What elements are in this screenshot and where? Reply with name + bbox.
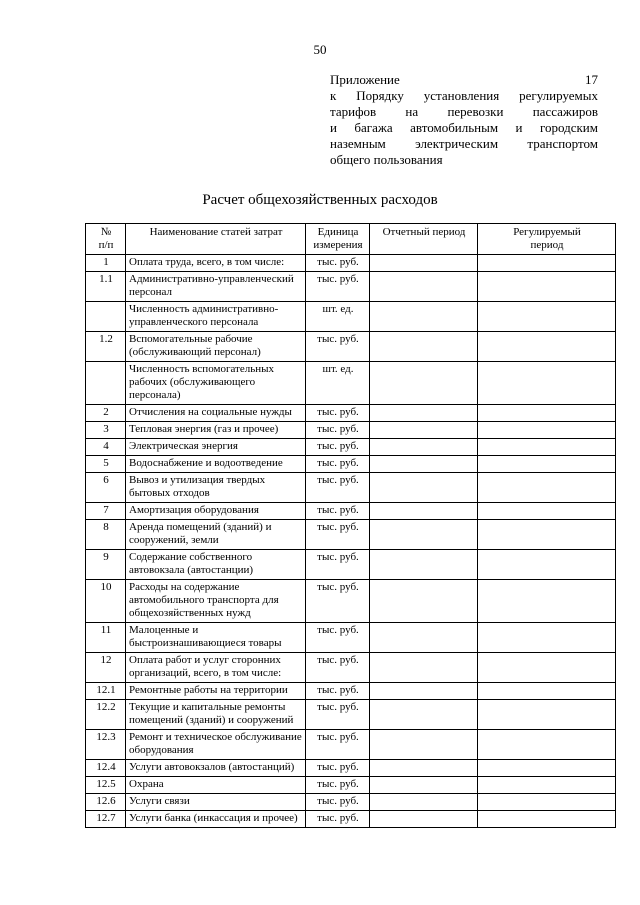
row-regulated-value	[478, 811, 616, 828]
row-num: 8	[86, 520, 126, 550]
row-reporting-value	[370, 550, 478, 580]
row-unit: тыс. руб.	[306, 473, 370, 503]
row-name: Аренда помещений (зданий) и сооружений, земли	[126, 520, 306, 550]
row-reporting-value	[370, 362, 478, 405]
row-unit: тыс. руб.	[306, 653, 370, 683]
header-regulated-line: период	[530, 239, 564, 251]
row-regulated-value	[478, 730, 616, 760]
table-row	[86, 760, 616, 777]
table-row	[86, 255, 616, 272]
row-num: 4	[86, 439, 126, 456]
row-reporting-value	[370, 794, 478, 811]
row-unit: тыс. руб.	[306, 272, 370, 302]
row-num: 3	[86, 422, 126, 439]
expenses-table	[85, 223, 616, 828]
row-name: Амортизация оборудования	[126, 503, 306, 520]
row-reporting-value	[370, 473, 478, 503]
row-num: 12.3	[86, 730, 126, 760]
appendix-line: общего пользования	[330, 152, 443, 167]
row-name: Текущие и капитальные ремонты помещений (зданий) и сооружений	[126, 700, 306, 730]
row-regulated-value	[478, 653, 616, 683]
table-row	[86, 439, 616, 456]
row-num: 12	[86, 653, 126, 683]
page-number: 50	[313, 42, 327, 57]
document-title: Расчет общехозяйственных расходов	[202, 192, 438, 208]
table-row	[86, 332, 616, 362]
table-row	[86, 777, 616, 794]
header-unit-line: измерения	[313, 239, 363, 251]
row-unit: тыс. руб.	[306, 255, 370, 272]
row-reporting-value	[370, 332, 478, 362]
table-header-row	[86, 224, 616, 255]
row-num: 12.6	[86, 794, 126, 811]
table-row	[86, 473, 616, 503]
row-reporting-value	[370, 422, 478, 439]
table-row	[86, 550, 616, 580]
table-row	[86, 503, 616, 520]
row-reporting-value	[370, 456, 478, 473]
row-unit: тыс. руб.	[306, 811, 370, 828]
row-reporting-value	[370, 700, 478, 730]
row-unit: шт. ед.	[306, 302, 370, 332]
table-row	[86, 362, 616, 405]
row-name: Вывоз и утилизация твердых бытовых отходов	[126, 473, 306, 503]
row-name: Содержание собственного автовокзала (автостанции)	[126, 550, 306, 580]
row-reporting-value	[370, 580, 478, 623]
row-unit: тыс. руб.	[306, 405, 370, 422]
table-row	[86, 653, 616, 683]
appendix-heading	[330, 72, 598, 168]
header-num	[86, 224, 126, 255]
header-unit-line: Единица	[317, 226, 359, 238]
table-row	[86, 302, 616, 332]
row-num: 12.1	[86, 683, 126, 700]
row-num: 2	[86, 405, 126, 422]
row-unit: тыс. руб.	[306, 520, 370, 550]
row-unit: тыс. руб.	[306, 794, 370, 811]
row-regulated-value	[478, 422, 616, 439]
row-regulated-value	[478, 405, 616, 422]
row-name: Малоценные и быстроизнашивающиеся товары	[126, 623, 306, 653]
row-regulated-value	[478, 760, 616, 777]
table-row	[86, 794, 616, 811]
table-row	[86, 456, 616, 473]
header-num-line: п/п	[98, 239, 114, 251]
row-regulated-value	[478, 332, 616, 362]
row-num: 9	[86, 550, 126, 580]
row-num: 1	[86, 255, 126, 272]
row-regulated-value	[478, 550, 616, 580]
header-name: Наименование статей затрат	[126, 224, 306, 255]
row-name: Оплата труда, всего, в том числе:	[126, 255, 306, 272]
table-row	[86, 580, 616, 623]
appendix-line: наземным электрическим транспортом	[330, 136, 598, 151]
appendix-line: Приложение 17	[330, 72, 598, 87]
row-regulated-value	[478, 439, 616, 456]
row-num: 7	[86, 503, 126, 520]
row-unit: тыс. руб.	[306, 503, 370, 520]
row-regulated-value	[478, 683, 616, 700]
row-name: Ремонтные работы на территории	[126, 683, 306, 700]
header-num-line: №	[100, 226, 112, 238]
row-num	[86, 302, 126, 332]
row-regulated-value	[478, 794, 616, 811]
table-row	[86, 700, 616, 730]
row-name: Вспомогательные рабочие (обслуживающий персонал)	[126, 332, 306, 362]
row-num: 6	[86, 473, 126, 503]
appendix-line: к Порядку установления регулируемых	[330, 88, 598, 103]
row-num: 1.1	[86, 272, 126, 302]
header-regulated-period	[478, 224, 616, 255]
row-name: Ремонт и техническое обслуживание оборудования	[126, 730, 306, 760]
row-name: Отчисления на социальные нужды	[126, 405, 306, 422]
row-reporting-value	[370, 760, 478, 777]
row-reporting-value	[370, 730, 478, 760]
row-num: 10	[86, 580, 126, 623]
row-reporting-value	[370, 439, 478, 456]
table-row	[86, 520, 616, 550]
row-name: Услуги связи	[126, 794, 306, 811]
table-row	[86, 422, 616, 439]
row-num: 12.7	[86, 811, 126, 828]
row-unit: тыс. руб.	[306, 700, 370, 730]
header-unit	[306, 224, 370, 255]
row-reporting-value	[370, 777, 478, 794]
row-num: 1.2	[86, 332, 126, 362]
table-row	[86, 683, 616, 700]
row-reporting-value	[370, 653, 478, 683]
row-regulated-value	[478, 580, 616, 623]
row-reporting-value	[370, 503, 478, 520]
row-name: Административно-управленческий персонал	[126, 272, 306, 302]
row-reporting-value	[370, 405, 478, 422]
row-unit: тыс. руб.	[306, 439, 370, 456]
row-unit: тыс. руб.	[306, 550, 370, 580]
row-unit: тыс. руб.	[306, 760, 370, 777]
row-name: Оплата работ и услуг сторонних организаций, всего, в том числе:	[126, 653, 306, 683]
row-regulated-value	[478, 623, 616, 653]
row-name: Охрана	[126, 777, 306, 794]
row-regulated-value	[478, 302, 616, 332]
row-reporting-value	[370, 272, 478, 302]
row-name: Численность вспомогательных рабочих (обслуживающего персонала)	[126, 362, 306, 405]
row-regulated-value	[478, 777, 616, 794]
row-name: Тепловая энергия (газ и прочее)	[126, 422, 306, 439]
row-unit: тыс. руб.	[306, 580, 370, 623]
row-num: 11	[86, 623, 126, 653]
row-regulated-value	[478, 520, 616, 550]
row-num: 12.4	[86, 760, 126, 777]
row-reporting-value	[370, 520, 478, 550]
row-name: Расходы на содержание автомобильного транспорта для общехозяйственных нужд	[126, 580, 306, 623]
row-reporting-value	[370, 623, 478, 653]
table-row	[86, 730, 616, 760]
row-name: Услуги банка (инкассация и прочее)	[126, 811, 306, 828]
row-num: 12.5	[86, 777, 126, 794]
row-unit: тыс. руб.	[306, 422, 370, 439]
row-unit: тыс. руб.	[306, 332, 370, 362]
header-reporting-period: Отчетный период	[370, 224, 478, 255]
row-unit: тыс. руб.	[306, 456, 370, 473]
table-row	[86, 405, 616, 422]
row-unit: тыс. руб.	[306, 777, 370, 794]
table-body	[86, 255, 616, 828]
header-regulated-line: Регулируемый	[513, 226, 581, 238]
row-unit: тыс. руб.	[306, 730, 370, 760]
row-name: Водоснабжение и водоотведение	[126, 456, 306, 473]
row-regulated-value	[478, 700, 616, 730]
row-reporting-value	[370, 683, 478, 700]
row-num	[86, 362, 126, 405]
row-num: 5	[86, 456, 126, 473]
table-row	[86, 272, 616, 302]
row-reporting-value	[370, 302, 478, 332]
row-regulated-value	[478, 473, 616, 503]
row-regulated-value	[478, 503, 616, 520]
row-regulated-value	[478, 255, 616, 272]
row-name: Электрическая энергия	[126, 439, 306, 456]
row-reporting-value	[370, 255, 478, 272]
row-regulated-value	[478, 456, 616, 473]
row-regulated-value	[478, 272, 616, 302]
row-unit: тыс. руб.	[306, 683, 370, 700]
table-row	[86, 623, 616, 653]
row-reporting-value	[370, 811, 478, 828]
row-unit: шт. ед.	[306, 362, 370, 405]
row-num: 12.2	[86, 700, 126, 730]
appendix-line: и багажа автомобильным и городским	[330, 120, 598, 135]
table-row	[86, 811, 616, 828]
row-name: Численность административно-управленческого персонала	[126, 302, 306, 332]
row-name: Услуги автовокзалов (автостанций)	[126, 760, 306, 777]
row-unit: тыс. руб.	[306, 623, 370, 653]
row-regulated-value	[478, 362, 616, 405]
appendix-line: тарифов на перевозки пассажиров	[330, 104, 598, 119]
